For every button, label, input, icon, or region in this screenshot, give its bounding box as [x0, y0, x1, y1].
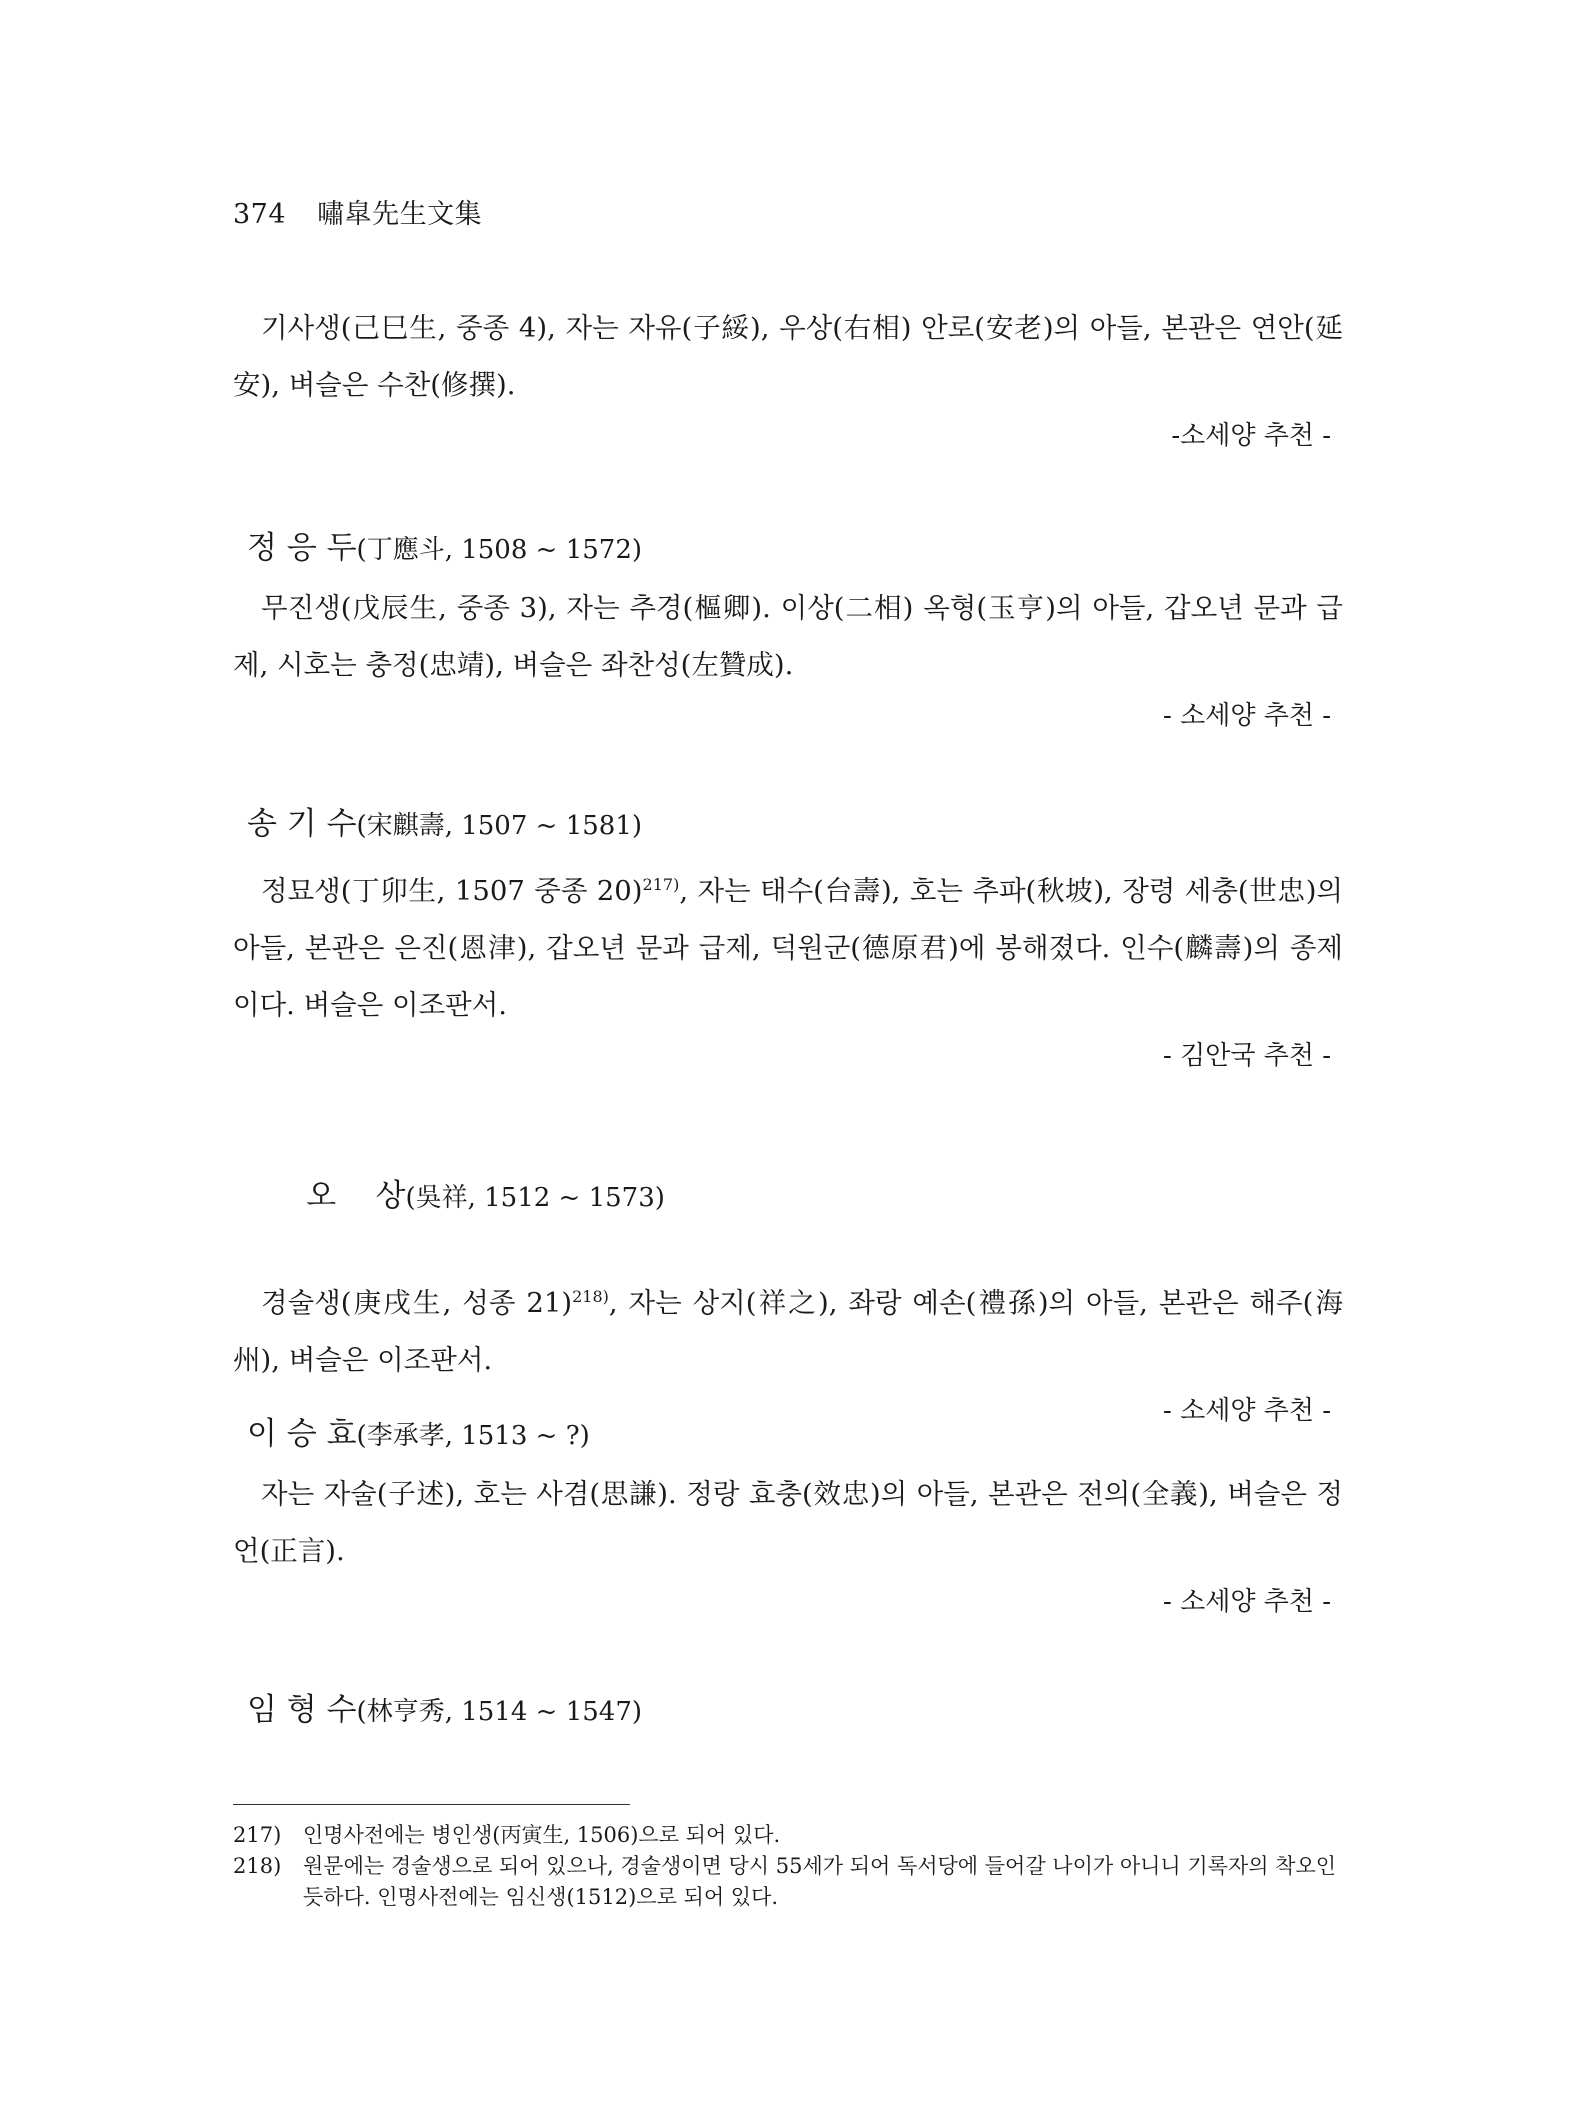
entry-heading	[247, 1136, 1343, 1258]
entry-text-rest: , 자는 태수(台壽), 호는 추파(秋坡), 장령 세충(世忠)의 아들, 본관은 은진(恩津), 갑오년 문과 급제, 덕원군(德原君)에 봉해졌다. 인수(麟壽)의 종제이다. 벼슬은 이조판서.	[233, 875, 1343, 1022]
person-detail: (丁應斗, 1508 ~ 1572)	[356, 535, 643, 565]
entry	[233, 528, 1343, 736]
footnote-ref: 217)	[642, 875, 680, 894]
entry-text-start: 경술생(庚戌生, 성종 21)	[261, 1287, 573, 1320]
person-name: 정 응 두	[247, 530, 357, 566]
footnote-mark: 217)	[233, 1823, 282, 1847]
recommender: -소세양 추천 -	[1171, 421, 1331, 451]
entry-text: 자는 자술(子述), 호는 사겸(思謙). 정랑 효충(效忠)의 아들, 본관은 전의(全義), 벼슬은 정언(正言).	[233, 1478, 1343, 1567]
page-number: 374	[233, 199, 287, 230]
person-name: 오 상	[306, 1178, 406, 1214]
page-header	[233, 192, 482, 231]
person-name: 임 형 수	[247, 1692, 357, 1728]
entry	[233, 804, 1343, 1076]
footnote	[233, 1820, 1343, 1851]
recommender: - 소세양 추천 -	[1163, 701, 1331, 731]
entry	[233, 1690, 1343, 1732]
footnote-text: 인명사전에는 병인생(丙寅生, 1506)으로 되어 있다.	[303, 1823, 781, 1847]
entry-text: 무진생(戊辰生, 중종 3), 자는 추경(樞卿). 이상(二相) 옥형(玉亨)의 아들, 갑오년 문과 급제, 시호는 충정(忠靖), 벼슬은 좌찬성(左贊成).	[233, 592, 1343, 681]
person-name: 송 기 수	[247, 806, 357, 842]
book-title: 嘯皐先生文集	[317, 199, 483, 230]
footnote-mark: 218)	[233, 1854, 282, 1878]
entry-text-rest: , 자는 상지(祥之), 좌랑 예손(禮孫)의 아들, 본관은 해주(海州), 벼슬은 이조판서.	[233, 1287, 1343, 1377]
entry	[233, 1414, 1343, 1622]
person-detail: (吳祥, 1512 ~ 1573)	[405, 1183, 665, 1213]
recommender: - 김안국 추천 -	[1163, 1041, 1331, 1072]
entry-heading	[247, 1690, 1343, 1732]
entry-heading	[247, 804, 1343, 846]
footnote-text: 원문에는 경술생으로 되어 있으나, 경술생이면 당시 55세가 되어 독서당에 들어갈 나이가 아니니 기록자의 착오인 듯하다. 인명사전에는 임신생(1512)으로 되어 있다.	[303, 1854, 1337, 1909]
recommender: - 소세양 추천 -	[1163, 1587, 1331, 1617]
recommender: - 소세양 추천 -	[1163, 1396, 1331, 1427]
entry-heading	[247, 528, 1343, 570]
person-detail: (李承孝, 1513 ~ ?)	[356, 1421, 590, 1451]
person-name: 이 승 효	[247, 1416, 357, 1452]
entry	[233, 1136, 1343, 1431]
footnote-divider	[233, 1804, 630, 1805]
entry-text-start: 정묘생(丁卯生, 1507 중종 20)	[261, 875, 643, 908]
footnote	[233, 1851, 1343, 1913]
entry-text	[233, 1268, 1343, 1389]
entry-text	[233, 856, 1343, 1034]
entry-text: 기사생(己巳生, 중종 4), 자는 자유(子綏), 우상(右相) 안로(安老)의 아들, 본관은 연안(延安), 벼슬은 수찬(修撰).	[233, 312, 1343, 401]
footnote-ref: 218)	[572, 1287, 609, 1306]
person-detail: (林亨秀, 1514 ~ 1547)	[356, 1697, 643, 1727]
entry-heading	[247, 1414, 1343, 1456]
footnotes	[233, 1820, 1343, 1913]
person-detail: (宋麒壽, 1507 ~ 1581)	[356, 811, 643, 841]
entry-continued	[233, 300, 1343, 456]
